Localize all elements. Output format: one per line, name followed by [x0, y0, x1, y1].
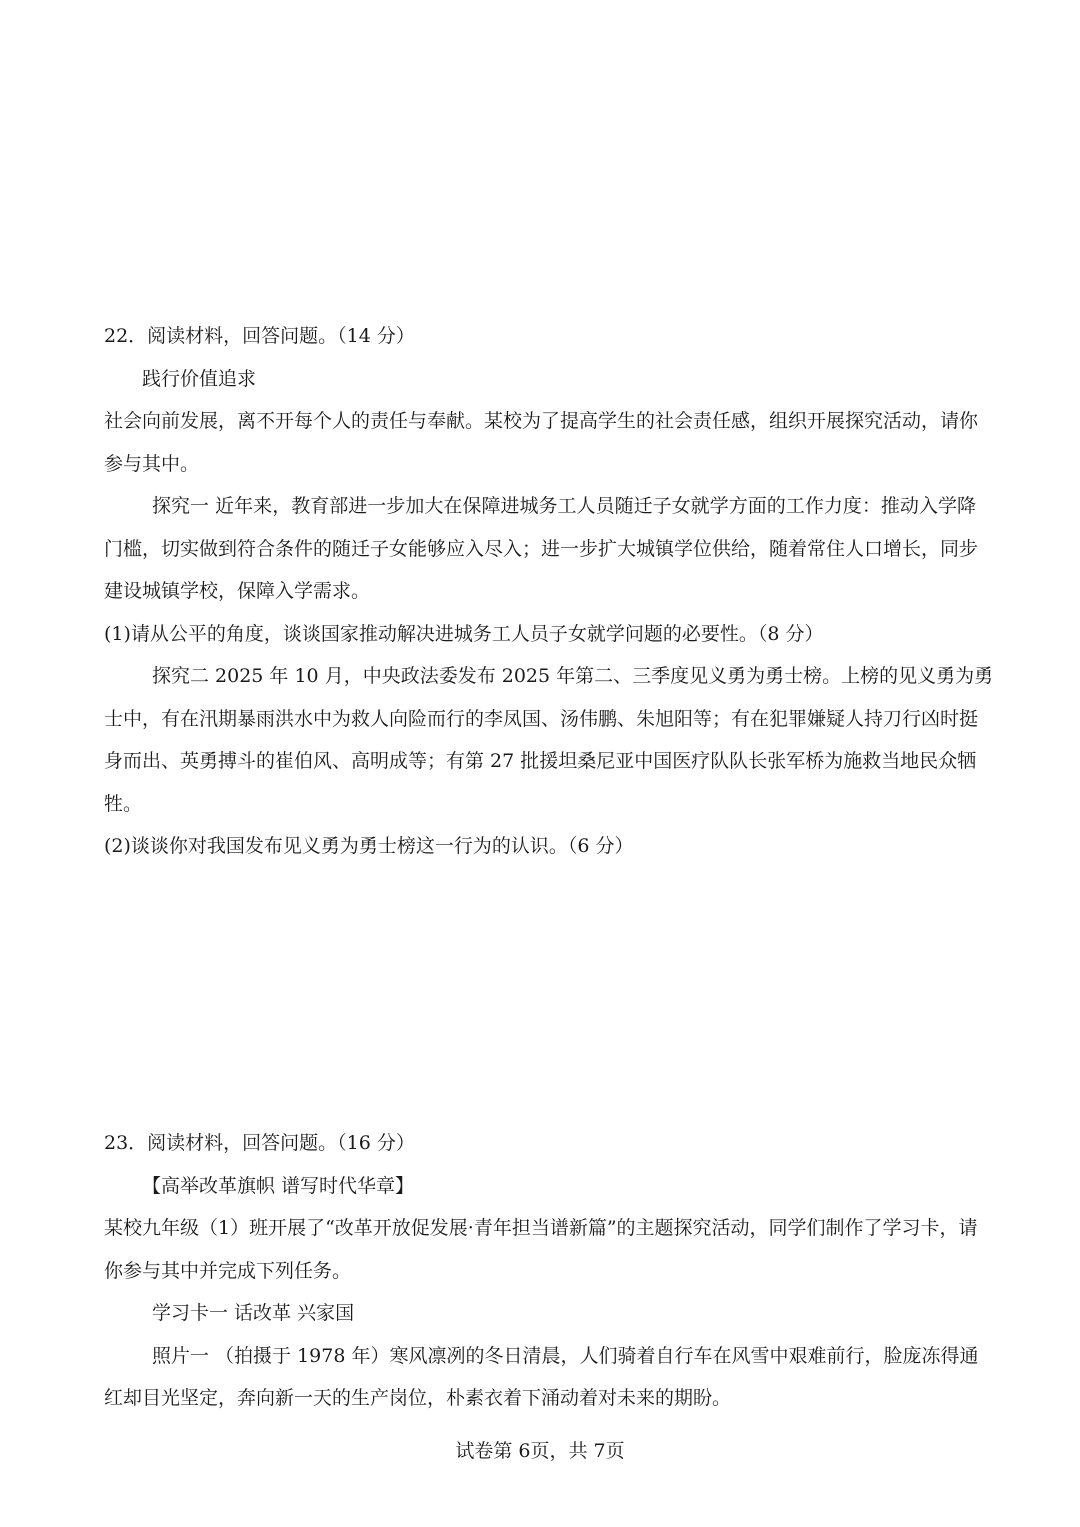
- q22-explore1-line1: 探究一 近年来，教育部进一步加大在保障进城务工人员随迁子女就学方面的工作力度：推动入学降: [152, 495, 976, 517]
- q22-explore2-line4: 牲。: [104, 793, 143, 815]
- q23-title: 23．阅读材料，回答问题。（16 分）: [104, 1132, 415, 1154]
- q22-explore2-line3: 身而出、英勇搏斗的崔伯风、高明成等；有第 27 批援坦桑尼亚中国医疗队队长张军桥为施救当地民众牺: [104, 750, 977, 772]
- q23-intro-line1: 某校九年级（1）班开展了“改革开放促发展·青年担当谱新篇”的主题探究活动，同学们制作了学习卡，请: [104, 1217, 978, 1239]
- q22-question1: (1)请从公平的角度，谈谈国家推动解决进城务工人员子女就学问题的必要性。（8 分）: [104, 623, 824, 645]
- q23-photo1-line2: 红却目光坚定，奔向新一天的生产岗位，朴素衣着下涌动着对未来的期盼。: [104, 1387, 732, 1409]
- q22-explore1-line2: 门槛，切实做到符合条件的随迁子女能够应入尽入；进一步扩大城镇学位供给，随着常住人口增长，同步: [104, 538, 979, 560]
- q22-explore1-line3: 建设城镇学校，保障入学需求。: [104, 580, 371, 602]
- q22-subtitle: 践行价值追求: [142, 368, 257, 390]
- q22-question2: (2)谈谈你对我国发布见义勇为勇士榜这一行为的认识。（6 分）: [104, 835, 634, 857]
- q22-title: 22．阅读材料，回答问题。（14 分）: [104, 325, 415, 347]
- q22-intro-line1: 社会向前发展，离不开每个人的责任与奉献。某校为了提高学生的社会责任感，组织开展探究活动，请你: [104, 410, 979, 432]
- q22-explore2-line2: 士中，有在汛期暴雨洪水中为救人向险而行的李凤国、汤伟鹏、朱旭阳等；有在犯罪嫌疑人持刀行凶时挺: [104, 708, 979, 730]
- page-footer: 试卷第 6页，共 7页: [455, 1440, 625, 1462]
- q23-card1-title: 学习卡一 话改革 兴家国: [152, 1302, 355, 1324]
- q23-subtitle: 【高举改革旗帜 谱写时代华章】: [142, 1175, 415, 1197]
- q23-intro-line2: 你参与其中并完成下列任务。: [104, 1260, 352, 1282]
- q23-photo1-line1: 照片一 （拍摄于 1978 年）寒风凛冽的冬日清晨，人们骑着自行车在风雪中艰难前行，脸庞冻得通: [152, 1345, 979, 1367]
- q22-intro-line2: 参与其中。: [104, 453, 200, 475]
- q22-explore2-line1: 探究二 2025 年 10 月，中央政法委发布 2025 年第二、三季度见义勇为勇士榜。上榜的见义勇为勇: [152, 665, 994, 687]
